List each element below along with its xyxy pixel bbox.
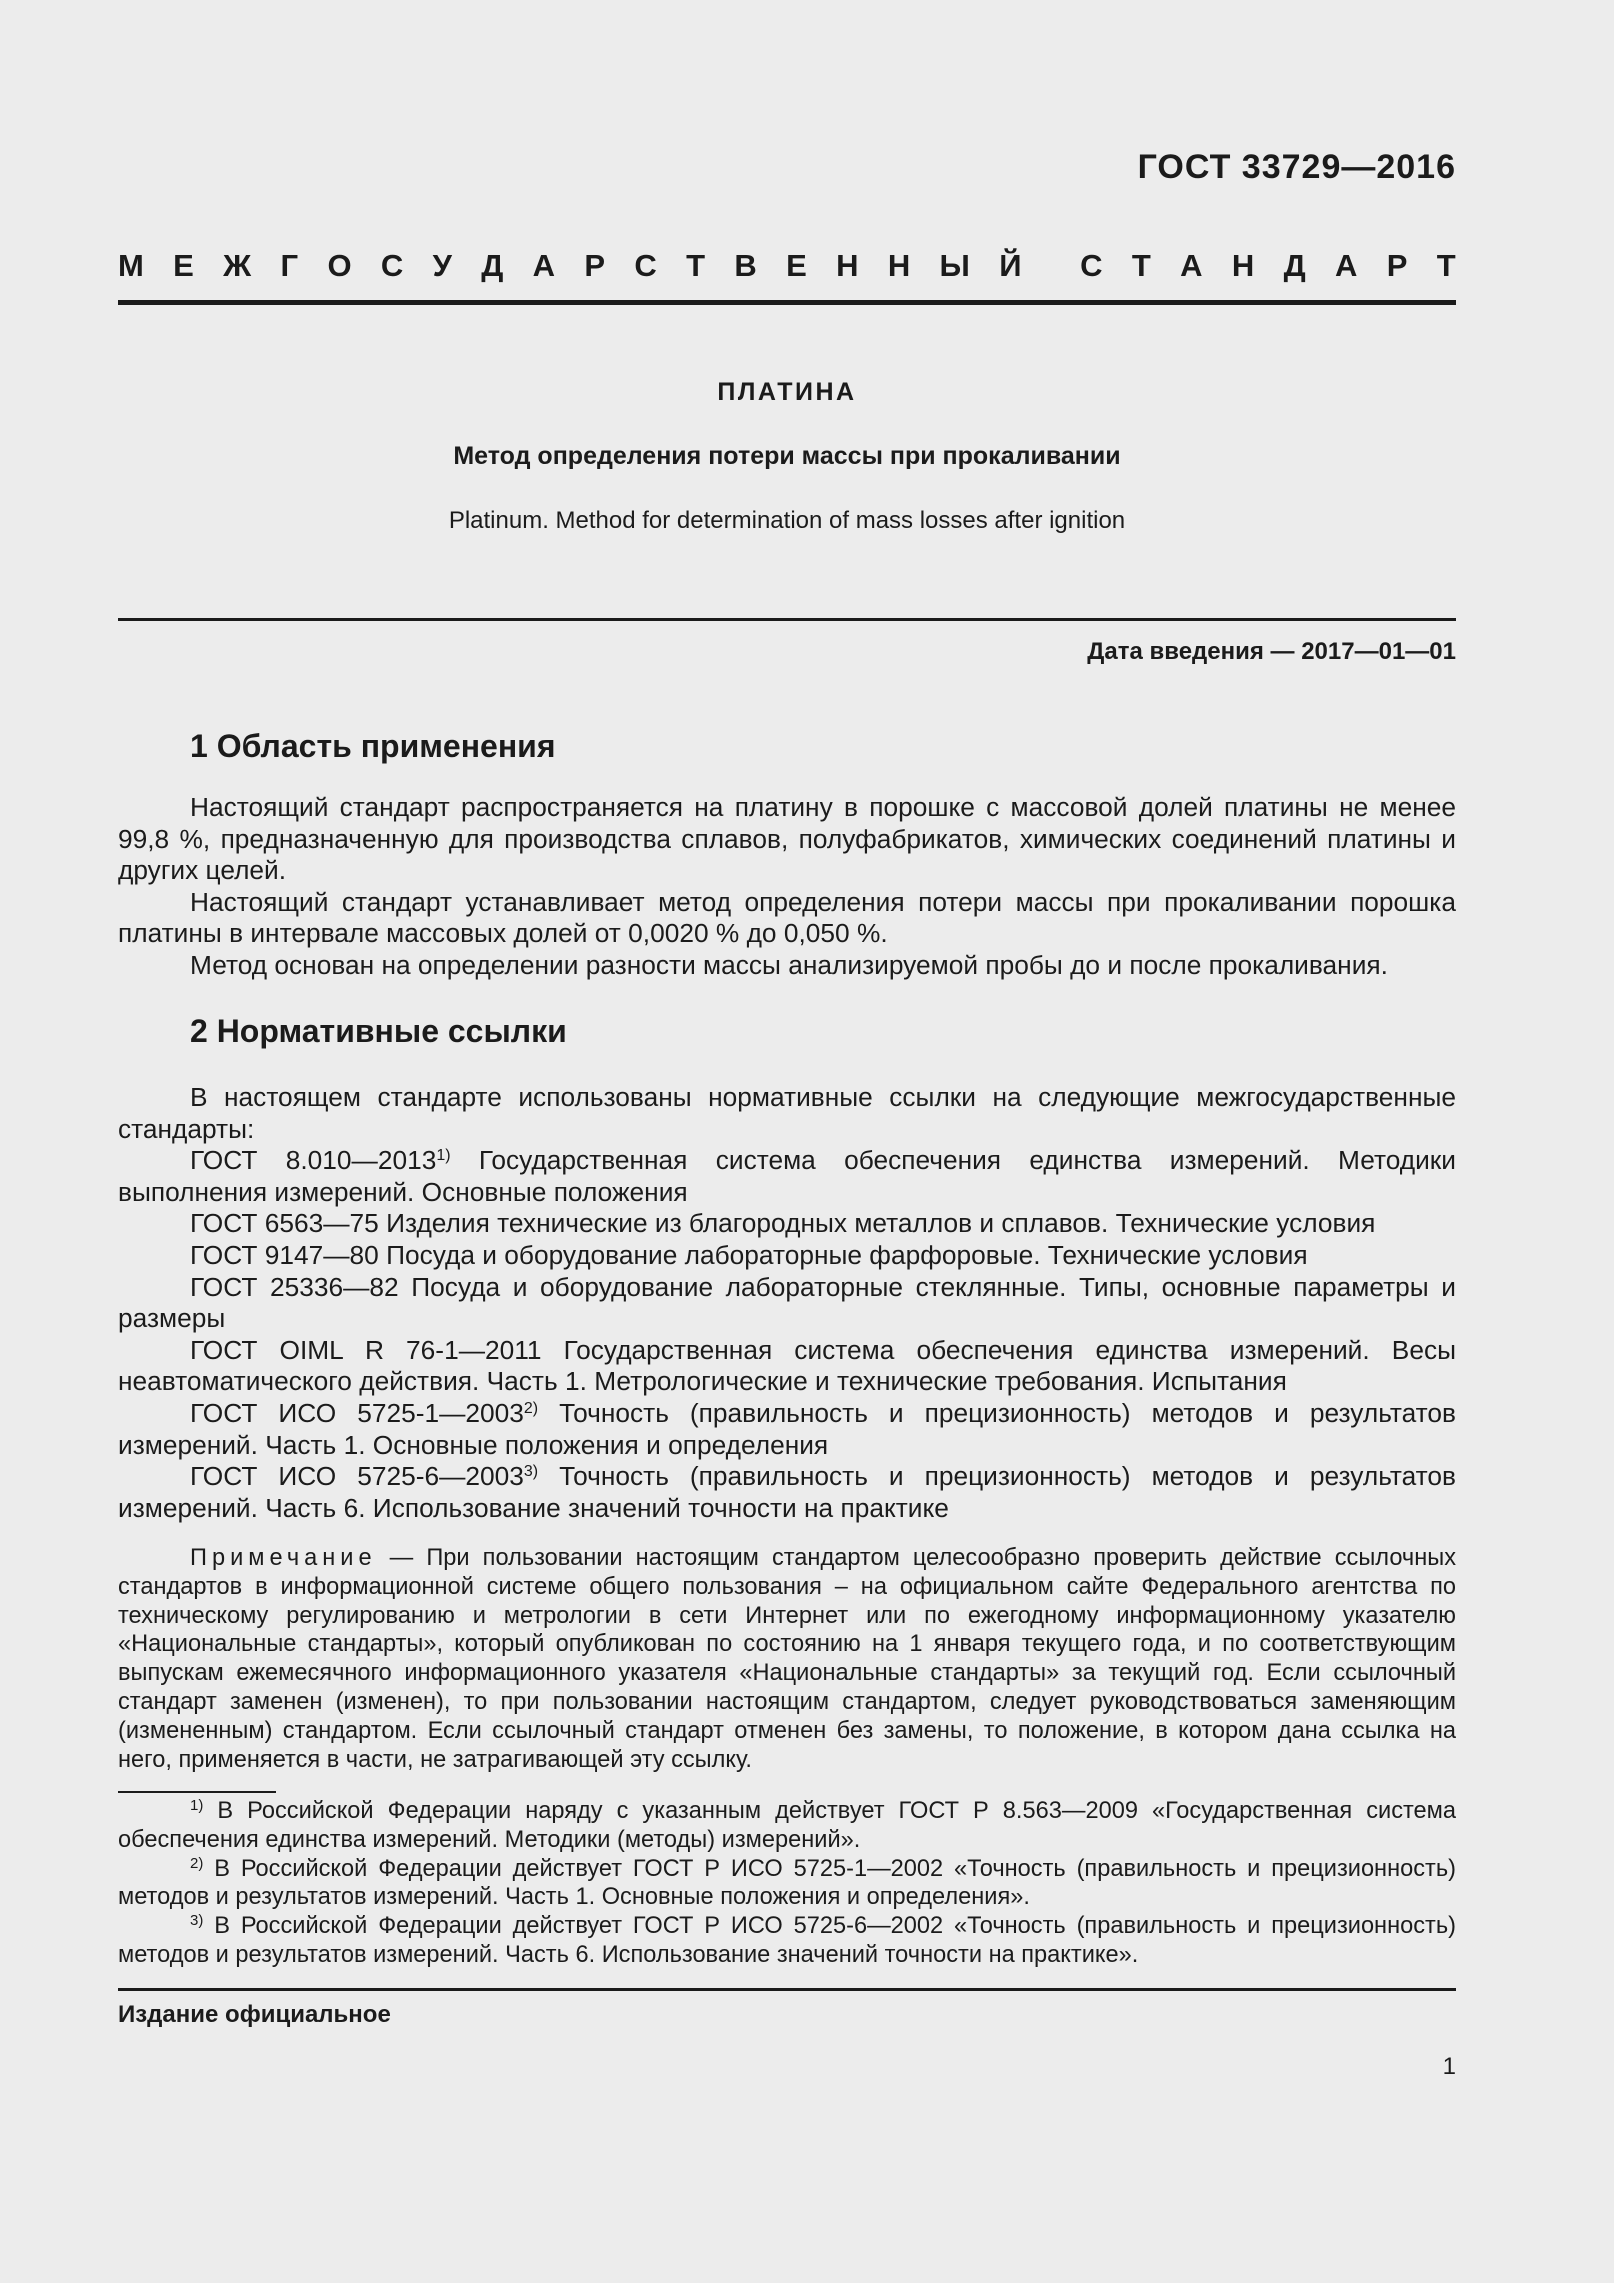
paragraph: Настоящий стандарт устанавливает метод определения потери массы при прокаливании порошка платины в интервале массовых долей от 0,0020 % до 0,050 %. bbox=[118, 886, 1456, 949]
document-subtitle: Метод определения потери массы при прокаливании bbox=[453, 442, 1121, 470]
note-label: Примечание bbox=[190, 1545, 377, 1571]
reference-code: ГОСТ ИСО 5725-1—2003 bbox=[190, 1397, 524, 1428]
banner-letter: С bbox=[634, 248, 657, 283]
footnotes bbox=[118, 1797, 1456, 1970]
footnote-text: В Российской Федерации наряду с указанным действует ГОСТ Р 8.563—2009 «Государственная система обеспечения единства измерений. Методики (методы) измерений». bbox=[118, 1798, 1456, 1853]
reference-item bbox=[118, 1461, 1456, 1524]
banner-letter: М bbox=[118, 248, 144, 283]
reference-item bbox=[118, 1272, 1456, 1335]
banner-letter: Н bbox=[887, 248, 911, 283]
reference-title: Точность (правильность и прецизионность) методов и результатов измерений. Часть 1. Основные положения и определения bbox=[118, 1397, 1456, 1460]
standard-category-banner bbox=[118, 248, 1456, 284]
note bbox=[118, 1544, 1456, 1774]
header-rule bbox=[118, 300, 1456, 305]
footnote-number: 3) bbox=[190, 1912, 204, 1930]
banner-letter: Р bbox=[584, 248, 606, 283]
reference-item bbox=[118, 1208, 1456, 1240]
banner-letter: Д bbox=[1283, 248, 1306, 283]
footnote-text: В Российской Федерации действует ГОСТ Р ИСО 5725-6—2002 «Точность (правильность и прецизионность) методов и результатов измерений. Часть 6. Использование значений точности на практике». bbox=[118, 1913, 1456, 1968]
reference-item bbox=[118, 1398, 1456, 1461]
footnote-mark: 1) bbox=[436, 1147, 451, 1165]
introduction-date: Дата введения — 2017—01—01 bbox=[1087, 638, 1456, 665]
reference-item bbox=[118, 1335, 1456, 1398]
banner-letter: Е bbox=[786, 248, 807, 283]
reference-code: ГОСТ 8.010—2013 bbox=[190, 1145, 437, 1176]
reference-item bbox=[118, 1145, 1456, 1208]
banner-letter: О bbox=[327, 248, 352, 283]
title-rule bbox=[118, 618, 1456, 621]
footnote-number: 1) bbox=[190, 1797, 204, 1814]
banner-letter: С bbox=[380, 248, 404, 283]
reference-title: Посуда и оборудование лабораторные стеклянные. Типы, основные параметры и размеры bbox=[118, 1271, 1456, 1334]
document-title: ПЛАТИНА bbox=[717, 378, 857, 406]
paragraph: В настоящем стандарте использованы нормативные ссылки на следующие межгосударственные стандарты: bbox=[118, 1082, 1456, 1144]
standard-number: ГОСТ 33729—2016 bbox=[1137, 148, 1456, 186]
banner-letter: А bbox=[532, 248, 556, 283]
banner-letter: Й bbox=[999, 248, 1022, 283]
reference-title: Государственная система обеспечения единства измерений. Методики выполнения измерений. Основные положения bbox=[118, 1145, 1456, 1207]
banner-letter: Т bbox=[686, 248, 706, 283]
reference-code: ГОСТ 6563—75 bbox=[190, 1208, 379, 1239]
footer-rule bbox=[118, 1988, 1456, 1991]
section-1-heading: 1 Область применения bbox=[190, 728, 556, 764]
footnote-separator bbox=[118, 1791, 276, 1793]
banner-letter: С bbox=[1080, 248, 1103, 283]
banner-letter: А bbox=[1335, 248, 1358, 283]
reference-code: ГОСТ OIML R 76-1—2011 bbox=[190, 1334, 542, 1365]
reference-code: ГОСТ 9147—80 bbox=[190, 1239, 379, 1270]
banner-letter: Е bbox=[173, 248, 194, 283]
references-list bbox=[118, 1145, 1456, 1524]
footnote-text: В Российской Федерации действует ГОСТ Р ИСО 5725-1—2002 «Точность (правильность и прецизионность) методов и результатов измерений. Часть 1. Основные положения и определения». bbox=[118, 1855, 1456, 1911]
note-text: — При пользовании настоящим стандартом целесообразно проверить действие ссылочных стандартов в информационной системе общего пользования – на официальном сайте Федерального агентства по техническому регулированию и метрологии в сети Интернет или по ежегодному информационному указателю «Национальные стандарты», который опубликован по состоянию на 1 января текущего года, и по соответствующим выпускам ежемесячного информационного указателя «Национальные стандарты» за текущий год. Если ссылочный стандарт заменен (изменен), то при пользовании настоящим стандартом, следует руководствоваться заменяющим (измененным) стандартом. Если ссылочный стандарт отменен без замены, то положение, в котором дана ссылка на него, применяется в части, не затрагивающей эту ссылку. bbox=[118, 1545, 1456, 1773]
section-1-body bbox=[118, 792, 1456, 982]
banner-letter: Г bbox=[280, 248, 299, 283]
banner-letter: В bbox=[734, 248, 757, 283]
banner-letter: Ы bbox=[939, 248, 970, 283]
reference-code: ГОСТ ИСО 5725-6—2003 bbox=[190, 1461, 524, 1492]
footnote bbox=[118, 1855, 1456, 1913]
edition-label: Издание официальное bbox=[118, 2001, 391, 2028]
paragraph: Метод основан на определении разности массы анализируемой пробы до и после прокаливания. bbox=[190, 949, 1388, 980]
section-2-heading: 2 Нормативные ссылки bbox=[190, 1013, 567, 1049]
banner-letter: Т bbox=[1436, 248, 1456, 283]
footnote bbox=[118, 1797, 1456, 1855]
paragraph: Настоящий стандарт распространяется на платину в порошке с массовой долей платины не менее 99,8 %, предназначенную для производства сплавов, полуфабрикатов, химических соединений платины и других целей. bbox=[118, 792, 1456, 886]
banner-letter: Ж bbox=[223, 248, 252, 283]
banner-letter: Н bbox=[836, 248, 859, 283]
reference-code: ГОСТ 25336—82 bbox=[190, 1271, 399, 1302]
reference-title: Посуда и оборудование лабораторные фарфоровые. Технические условия bbox=[378, 1239, 1308, 1270]
page-number: 1 bbox=[1442, 2053, 1456, 2080]
reference-title: Государственная система обеспечения единства измерений. Весы неавтоматического действия. Часть 1. Метрологические и технические требования. Испытания bbox=[118, 1334, 1456, 1397]
footnote-mark: 2) bbox=[523, 1399, 539, 1417]
banner-letter: Р bbox=[1386, 248, 1408, 283]
banner-letter: Т bbox=[1131, 248, 1151, 283]
reference-title: Изделия технические из благородных металлов и сплавов. Технические условия bbox=[378, 1208, 1376, 1239]
banner-letter: А bbox=[1180, 248, 1203, 283]
footnote-mark: 3) bbox=[523, 1463, 539, 1481]
footnote bbox=[118, 1912, 1456, 1970]
document-title-english: Platinum. Method for determination of mass losses after ignition bbox=[448, 507, 1126, 534]
banner-letter: У bbox=[432, 248, 452, 283]
reference-item bbox=[118, 1240, 1456, 1272]
banner-letter: Д bbox=[481, 248, 504, 283]
section-2-body bbox=[118, 1082, 1456, 1524]
reference-title: Точность (правильность и прецизионность) методов и результатов измерений. Часть 6. Использование значений точности на практике bbox=[118, 1461, 1456, 1523]
banner-letter: Н bbox=[1231, 248, 1255, 283]
footnote-number: 2) bbox=[190, 1854, 204, 1872]
